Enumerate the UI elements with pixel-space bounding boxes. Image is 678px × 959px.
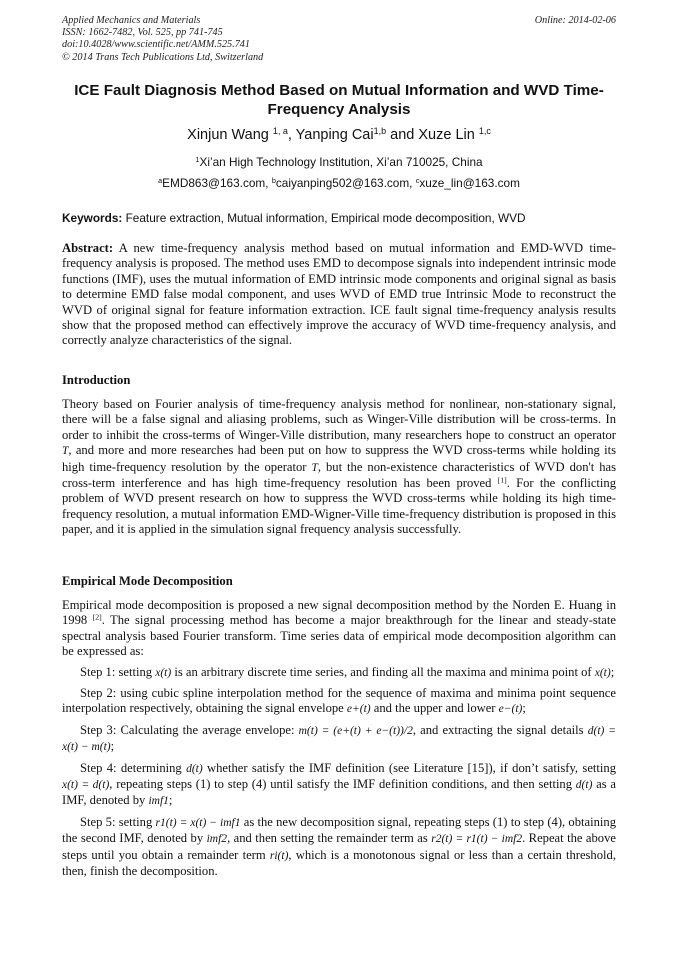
math-expr: d(t) <box>186 762 203 775</box>
copyright-line: © 2014 Trans Tech Publications Ltd, Switzerland <box>62 51 264 63</box>
email-list <box>62 176 616 190</box>
author-affil-mark: 1,c <box>478 126 491 137</box>
step-4: Step 4: determining d(t) whether satisfy the IMF definition (see Literature [15]), if don’t satisfy, setting x(t) = d(t), repeating steps (1) to step (4) until satisfy the IMF definition conditions, and then setting d(t) as a IMF, denoted by imf1; <box>62 760 617 808</box>
step-1: Step 1: setting x(t) is an arbitrary discrete time series, and finding all the maxima and minima point of x(t); <box>80 664 615 679</box>
math-operator: T <box>311 461 318 474</box>
affiliation-text: Xi’an High Technology Institution, Xi’an 710025, China <box>199 155 483 169</box>
email-address: xuze_lin@163.com <box>419 176 520 190</box>
journal-header <box>62 15 263 64</box>
online-date: Online: 2014-02-06 <box>534 15 616 26</box>
abstract-text: A new time-frequency analysis method based on mutual information and EMD-WVD time-frequency analysis is proposed. The method uses EMD to decompose signals into independent intrinsic mode functions (IMF), uses the mutual information of EMD intrinsic mode components and original signal as basis to determine EMD false modal component, and uses WVD of EMD true Intrinsic Mode to reconstruct the WVD of original signal for feature information extraction. ICE fault signal time-frequency analysis results show that the proposed method can effectively improve the accuracy of WVD time-frequency analysis, and correctly analyze characteristics of the signal. <box>62 241 616 348</box>
math-expr: x(t) <box>155 666 172 679</box>
author-affil-mark: 1,b <box>373 126 387 137</box>
math-expr: ri(t) <box>269 849 289 862</box>
author-name: Xinjun Wang <box>187 127 269 143</box>
intro-heading: Introduction <box>62 373 131 387</box>
math-expr: e−(t) <box>498 703 523 716</box>
intro-text: . For the conflicting problem of WVD present research on how to suppress the WVD cross-terms while holding its high time-frequency resolution, a mutual information EMD-Wigner-Ville time-frequency distribution is proposed in this paper, and it is applied in the simulation signal frequency analysis successfully. <box>62 476 617 537</box>
math-expr: x(t) <box>594 666 611 679</box>
email-mark: b <box>271 175 276 185</box>
math-expr: x(t) = d(t) <box>62 779 110 792</box>
citation: [2] <box>92 613 102 623</box>
intro-text: , and more and more researches had been put on how to suppress the WVD cross-terms while holding its high time-frequency resolution by the operator <box>62 443 616 474</box>
paper-title: ICE Fault Diagnosis Method Based on Mutual Information and WVD Time-Frequency Analysis <box>74 82 604 118</box>
email-mark: c <box>415 175 420 185</box>
issn-line: ISSN: 1662-7482, Vol. 525, pp 741-745 <box>62 27 223 39</box>
intro-text: Theory based on Fourier analysis of time-frequency analysis method for nonlinear, non-stationary signal, there will be a false signal and aliasing problems, such as Winger-Ville distribution will be cross-terms. In order to inhibit the cross-terms of Winger-Ville distribution, many researchers hope to construct an operator <box>62 397 616 442</box>
math-expr: r1(t) = x(t) − imf1 <box>155 816 241 829</box>
citation: [1] <box>497 475 507 485</box>
email-address: caiyanping502@163.com, <box>275 176 413 190</box>
keywords-text: Feature extraction, Mutual information, Empirical mode decomposition, WVD <box>125 211 526 225</box>
step-2: Step 2: using cubic spline interpolation method for the sequence of maxima and minima point sequence interpolation respectively, obtaining the signal envelope e+(t) and the upper and lower e−(t); <box>62 686 616 716</box>
journal-name: Applied Mechanics and Materials <box>62 15 201 26</box>
author-list: Xinjun Wang $^{1, a}$, Yanping Cai$^{1,b}$ and Xuze Lin $^{1,c}$ <box>187 126 491 143</box>
math-expr: d(t) = x(t) − m(t) <box>62 724 616 754</box>
email-mark: a <box>158 175 163 185</box>
author-affil-mark: 1, a <box>272 126 288 137</box>
intro-text: , but the non-existence characteristics of WVD don't has cross-term interference and has high time-frequency resolution has been proved <box>62 459 617 491</box>
emd-text: . The signal processing method has become a major breakthrough for the linear and steady-state spectral analysis based Fourier transform. Time series data of empirical mode decomposition algorithm can be expressed as: <box>62 613 616 659</box>
math-expr: d(t) <box>575 779 593 792</box>
math-expr: imf2 <box>206 833 228 846</box>
abstract <box>62 241 616 349</box>
emd-text: Empirical mode decomposition is proposed a new signal decomposition method by the Norden E. Huang in 1998 <box>62 598 616 628</box>
math-expr: m(t) = (e+(t) + e−(t))/2 <box>298 724 413 737</box>
math-expr: r2(t) = r1(t) − imf2 <box>431 833 523 846</box>
author-name: Xuze Lin <box>418 127 475 143</box>
math-operator: T <box>62 445 69 458</box>
author-joiner: and <box>390 127 415 143</box>
doi-line: doi:10.4028/www.scientific.net/AMM.525.741 <box>62 39 250 51</box>
math-expr: e+(t) <box>346 703 371 716</box>
keywords-label: Keywords: <box>62 211 123 225</box>
step-5: Step 5: setting r1(t) = x(t) − imf1 as the new decomposition signal, repeating steps (1) to step (4), obtaining the second IMF, denoted by imf2, and then setting the remainder term as r2(t) = r1(t) − imf2. Repeat the above steps until you obtain a remainder term ri(t), which is a monotonous signal or less than a certain threshold, then, finish the decomposition. <box>62 814 616 879</box>
author-name: Yanping Cai <box>295 127 374 143</box>
email-address: EMD863@163.com, <box>162 176 269 190</box>
affiliation <box>62 155 616 169</box>
abstract-label: Abstract: <box>62 241 114 255</box>
step-3: Step 3: Calculating the average envelope: m(t) = (e+(t) + e−(t))/2, and extracting the signal details d(t) = x(t) − m(t); <box>62 722 616 754</box>
intro-body <box>62 397 616 538</box>
emd-body <box>62 598 616 880</box>
affiliation-mark: 1 <box>195 154 200 164</box>
emd-heading: Empirical Mode Decomposition <box>62 574 233 588</box>
math-expr: imf1 <box>148 795 169 808</box>
keywords <box>62 211 616 225</box>
